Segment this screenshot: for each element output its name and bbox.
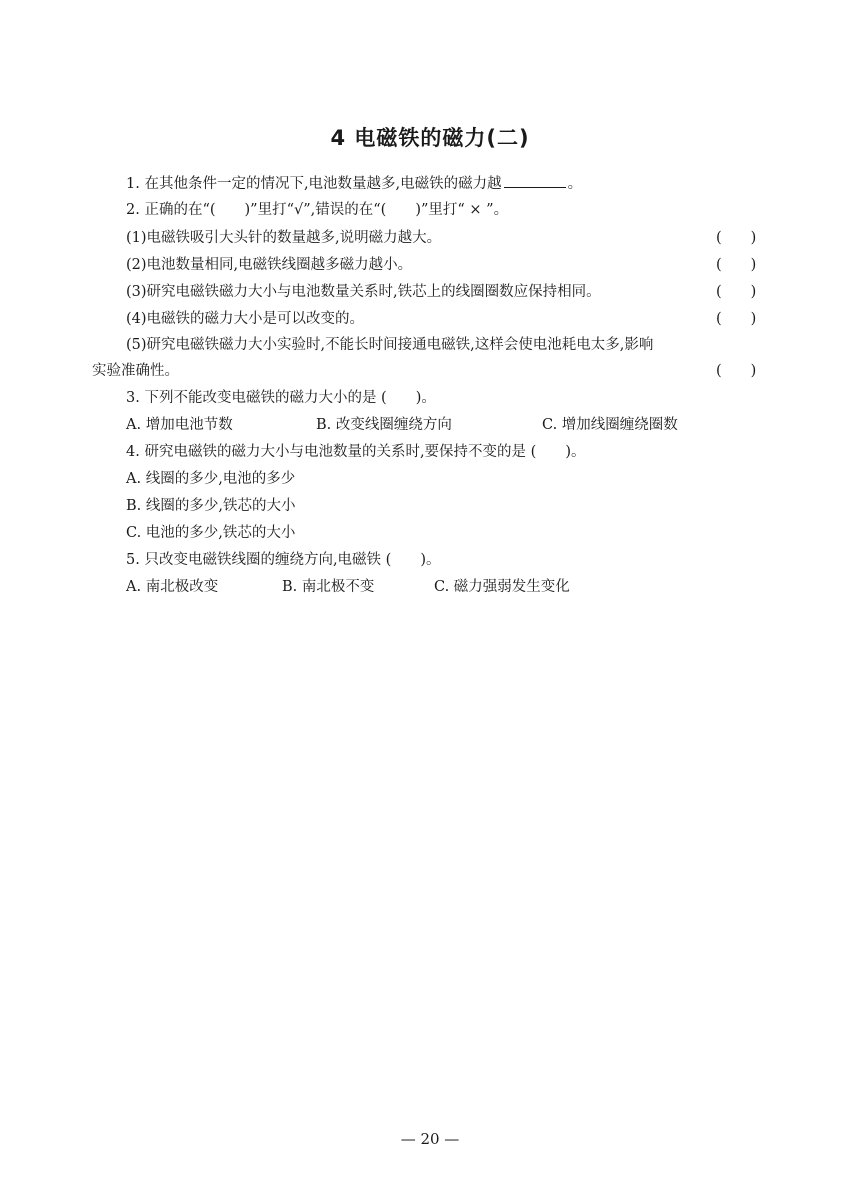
- question-3-stem: 3. 下列不能改变电磁铁的磁力大小的是 ( )。: [126, 390, 436, 406]
- page-number: — 20 —: [400, 1130, 460, 1148]
- question-5-options: [126, 577, 570, 597]
- question-2-item-2: (2)电池数量相同,电磁铁线圈越多磁力越小。: [126, 257, 413, 273]
- option-a[interactable]: A. 增加电池节数: [126, 417, 233, 433]
- question-3-options: [126, 415, 678, 435]
- question-2-stem: 2. 正确的在“( )”里打“√”,错误的在“( )”里打“ × ”。: [126, 202, 509, 218]
- question-2-item-5: (5)研究电磁铁磁力大小实验时,不能长时间接通电磁铁,这样会使电池耗电太多,影响: [126, 337, 654, 353]
- question-1-text: 1. 在其他条件一定的情况下,电池数量越多,电磁铁的磁力越: [126, 176, 502, 192]
- answer-paren-3[interactable]: ( ): [716, 284, 757, 300]
- answer-paren-4[interactable]: ( ): [716, 311, 757, 327]
- question-2-item-3: (3)研究电磁铁磁力大小与电池数量关系时,铁芯上的线圈圈数应保持相同。: [126, 284, 601, 300]
- option-b[interactable]: B. 线圈的多少,铁芯的大小: [126, 498, 296, 514]
- page-title: 4 电磁铁的磁力(二): [330, 126, 530, 150]
- question-2-item-1: (1)电磁铁吸引大头针的数量越多,说明磁力越大。: [126, 230, 442, 246]
- option-c[interactable]: C. 增加线圈缠绕圈数: [542, 417, 678, 433]
- option-c[interactable]: C. 电池的多少,铁芯的大小: [126, 525, 296, 541]
- question-4-stem: 4. 研究电磁铁的磁力大小与电池数量的关系时,要保持不变的是 ( )。: [126, 444, 586, 460]
- answer-paren-1[interactable]: ( ): [716, 230, 757, 246]
- option-a[interactable]: A. 南北极改变: [126, 579, 219, 595]
- option-a[interactable]: A. 线圈的多少,电池的多少: [126, 471, 296, 487]
- question-2-item-5-continued: 实验准确性。: [92, 363, 179, 379]
- question-1-end: 。: [567, 176, 583, 192]
- question-2-item-4: (4)电磁铁的磁力大小是可以改变的。: [126, 311, 365, 327]
- question-1: [126, 173, 582, 194]
- answer-paren-5[interactable]: ( ): [716, 363, 757, 379]
- option-b[interactable]: B. 南北极不变: [282, 579, 375, 595]
- option-c[interactable]: C. 磁力强弱发生变化: [434, 579, 570, 595]
- question-5-stem: 5. 只改变电磁铁线圈的缠绕方向,电磁铁 ( )。: [126, 552, 441, 568]
- answer-blank[interactable]: [504, 173, 566, 188]
- answer-paren-2[interactable]: ( ): [716, 257, 757, 273]
- option-b[interactable]: B. 改变线圈缠绕方向: [316, 417, 452, 433]
